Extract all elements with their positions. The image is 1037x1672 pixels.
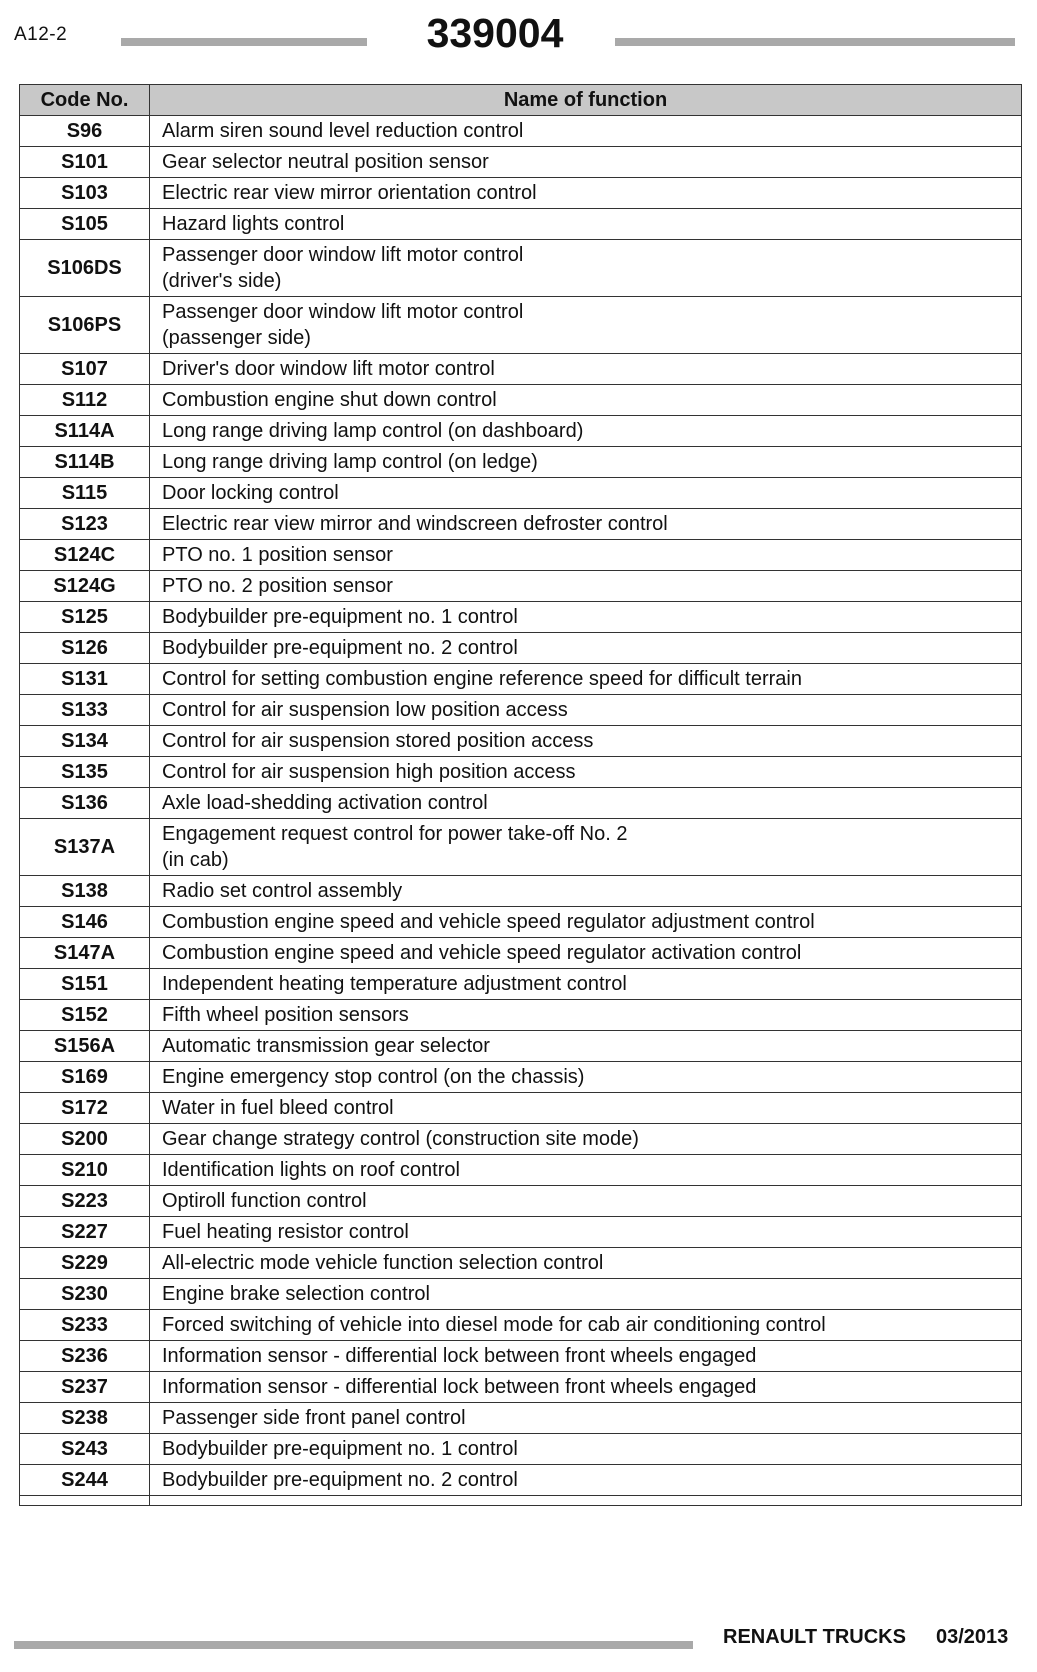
code-cell: S146 (20, 907, 150, 938)
code-cell: S172 (20, 1093, 150, 1124)
function-name-cell (150, 540, 1022, 571)
table-row (20, 907, 1022, 938)
function-name-cell (150, 147, 1022, 178)
code-cell: S124G (20, 571, 150, 602)
function-name-cell (150, 969, 1022, 1000)
code-cell: S106PS (20, 297, 150, 354)
function-name-cell (150, 819, 1022, 876)
table-row (20, 1434, 1022, 1465)
function-name-cell (150, 509, 1022, 540)
function-name: Alarm siren sound level reduction control (162, 119, 524, 142)
table-row (20, 1062, 1022, 1093)
function-name-cell (150, 1093, 1022, 1124)
table-row (20, 788, 1022, 819)
function-name: Combustion engine speed and vehicle speed regulator adjustment control (162, 910, 815, 933)
function-name: Control for setting combustion engine reference speed for difficult terrain (162, 667, 802, 690)
table-row (20, 209, 1022, 240)
function-name-cell (150, 664, 1022, 695)
code-cell: S124C (20, 540, 150, 571)
function-name-cell (150, 1403, 1022, 1434)
empty-cell (20, 1496, 150, 1506)
function-name: Electric rear view mirror and windscreen defroster control (162, 512, 668, 535)
function-name-cell (150, 297, 1022, 354)
code-cell: S210 (20, 1155, 150, 1186)
code-cell: S229 (20, 1248, 150, 1279)
function-name-cell (150, 1434, 1022, 1465)
table-row (20, 1465, 1022, 1496)
table-row (20, 416, 1022, 447)
function-name: Radio set control assembly (162, 879, 403, 902)
table-row (20, 447, 1022, 478)
function-name: Hazard lights control (162, 212, 345, 235)
function-name: Passenger side front panel control (162, 1406, 466, 1429)
function-name: Bodybuilder pre-equipment no. 1 control (162, 1437, 518, 1460)
code-cell: S107 (20, 354, 150, 385)
function-name-continued: (passenger side) (162, 327, 311, 349)
function-name: Bodybuilder pre-equipment no. 1 control (162, 605, 518, 628)
code-cell: S134 (20, 726, 150, 757)
function-name-cell (150, 1000, 1022, 1031)
code-cell: S138 (20, 876, 150, 907)
code-cell: S101 (20, 147, 150, 178)
function-name: Engagement request control for power take-off No. 2 (162, 823, 628, 845)
code-cell: S136 (20, 788, 150, 819)
table-row (20, 938, 1022, 969)
function-name: Long range driving lamp control (on ledge) (162, 450, 538, 473)
code-cell: S230 (20, 1279, 150, 1310)
code-cell: S96 (20, 116, 150, 147)
footer-brand: RENAULT TRUCKS (723, 1626, 906, 1648)
function-name-cell (150, 726, 1022, 757)
function-name: Information sensor - differential lock between front wheels engaged (162, 1375, 757, 1398)
function-name: Fuel heating resistor control (162, 1220, 409, 1243)
function-name: Combustion engine speed and vehicle speed regulator activation control (162, 941, 802, 964)
table-row (20, 354, 1022, 385)
function-name-cell (150, 1217, 1022, 1248)
function-name-cell (150, 757, 1022, 788)
function-name: Passenger door window lift motor control (162, 244, 524, 266)
function-name-cell (150, 1186, 1022, 1217)
code-cell: S244 (20, 1465, 150, 1496)
code-cell: S114B (20, 447, 150, 478)
function-name: All-electric mode vehicle function selection control (162, 1251, 604, 1274)
function-name-cell (150, 1124, 1022, 1155)
table-row (20, 726, 1022, 757)
table-row (20, 1217, 1022, 1248)
function-name-cell (150, 385, 1022, 416)
function-name: Combustion engine shut down control (162, 388, 497, 411)
code-cell: S227 (20, 1217, 150, 1248)
table-row (20, 1093, 1022, 1124)
table-row (20, 540, 1022, 571)
table-row (20, 1341, 1022, 1372)
function-name: Water in fuel bleed control (162, 1096, 394, 1119)
table-row (20, 969, 1022, 1000)
function-name-cell (150, 695, 1022, 726)
code-cell: S147A (20, 938, 150, 969)
table-row (20, 297, 1022, 354)
function-name-cell (150, 1248, 1022, 1279)
function-name: Bodybuilder pre-equipment no. 2 control (162, 636, 518, 659)
code-cell: S126 (20, 633, 150, 664)
table-row (20, 695, 1022, 726)
table-row (20, 1031, 1022, 1062)
code-cell: S236 (20, 1341, 150, 1372)
table-row (20, 633, 1022, 664)
table-row (20, 147, 1022, 178)
function-name-cell (150, 876, 1022, 907)
table-row (20, 1279, 1022, 1310)
function-name: Forced switching of vehicle into diesel mode for cab air conditioning control (162, 1313, 826, 1336)
code-cell: S112 (20, 385, 150, 416)
function-name: Control for air suspension high position access (162, 760, 576, 783)
function-name: Long range driving lamp control (on dashboard) (162, 419, 584, 442)
footer-divider (14, 1641, 693, 1649)
code-cell: S137A (20, 819, 150, 876)
function-name-cell (150, 116, 1022, 147)
function-name: Identification lights on roof control (162, 1158, 460, 1181)
code-cell: S237 (20, 1372, 150, 1403)
table-row (20, 757, 1022, 788)
table-row (20, 116, 1022, 147)
table-row (20, 1310, 1022, 1341)
function-name-cell (150, 478, 1022, 509)
code-cell: S133 (20, 695, 150, 726)
function-name: Driver's door window lift motor control (162, 357, 495, 380)
page-code: A12-2 (14, 24, 68, 45)
function-name: Bodybuilder pre-equipment no. 2 control (162, 1468, 518, 1491)
code-cell: S125 (20, 602, 150, 633)
code-cell: S169 (20, 1062, 150, 1093)
table-header-row (20, 85, 1022, 116)
function-name-continued: (driver's side) (162, 270, 282, 292)
column-header-code: Code No. (20, 85, 150, 116)
code-cell: S151 (20, 969, 150, 1000)
code-cell: S243 (20, 1434, 150, 1465)
function-name-cell (150, 1341, 1022, 1372)
function-name-cell (150, 633, 1022, 664)
table-row (20, 876, 1022, 907)
table-row (20, 240, 1022, 297)
function-name: Gear change strategy control (construction site mode) (162, 1127, 639, 1150)
code-cell: S103 (20, 178, 150, 209)
table-row (20, 1155, 1022, 1186)
code-cell: S114A (20, 416, 150, 447)
empty-cell (150, 1496, 1022, 1506)
code-cell: S115 (20, 478, 150, 509)
function-name: Fifth wheel position sensors (162, 1003, 409, 1026)
table-row (20, 571, 1022, 602)
function-name-cell (150, 1031, 1022, 1062)
function-name: Independent heating temperature adjustment control (162, 972, 627, 995)
table-row (20, 1403, 1022, 1434)
function-name: Door locking control (162, 481, 339, 504)
column-header-name: Name of function (150, 85, 1022, 116)
function-name-cell (150, 938, 1022, 969)
code-cell: S123 (20, 509, 150, 540)
table-row (20, 1186, 1022, 1217)
table-row (20, 602, 1022, 633)
code-cell: S106DS (20, 240, 150, 297)
code-cell: S152 (20, 1000, 150, 1031)
function-name-cell (150, 447, 1022, 478)
table-row (20, 819, 1022, 876)
function-name-cell (150, 788, 1022, 819)
table-body (20, 116, 1022, 1506)
document-number: 339004 (426, 10, 564, 56)
function-name: Information sensor - differential lock between front wheels engaged (162, 1344, 757, 1367)
function-name: Control for air suspension stored position access (162, 729, 594, 752)
table-row (20, 664, 1022, 695)
function-name-cell (150, 1372, 1022, 1403)
function-name-cell (150, 1279, 1022, 1310)
header-divider-left (121, 38, 367, 46)
function-name: Optiroll function control (162, 1189, 367, 1212)
function-name: Engine brake selection control (162, 1282, 430, 1305)
table-end-row (20, 1496, 1022, 1506)
function-code-table (19, 84, 1022, 1506)
function-name-cell (150, 571, 1022, 602)
function-name-continued: (in cab) (162, 849, 229, 871)
function-name-cell (150, 1062, 1022, 1093)
function-name-cell (150, 209, 1022, 240)
function-name: Passenger door window lift motor control (162, 301, 524, 323)
footer-date: 03/2013 (936, 1626, 1009, 1648)
function-name: Axle load-shedding activation control (162, 791, 488, 814)
header-divider-right (615, 38, 1015, 46)
table-row (20, 1248, 1022, 1279)
function-name: PTO no. 2 position sensor (162, 574, 393, 597)
function-name: Automatic transmission gear selector (162, 1034, 490, 1057)
function-name-cell (150, 416, 1022, 447)
table-row (20, 178, 1022, 209)
function-name-cell (150, 602, 1022, 633)
function-name-cell (150, 1465, 1022, 1496)
table-row (20, 1372, 1022, 1403)
function-name-cell (150, 178, 1022, 209)
code-cell: S135 (20, 757, 150, 788)
table-row (20, 1124, 1022, 1155)
function-name: Gear selector neutral position sensor (162, 150, 489, 173)
function-name-cell (150, 907, 1022, 938)
code-cell: S156A (20, 1031, 150, 1062)
code-cell: S238 (20, 1403, 150, 1434)
table-row (20, 385, 1022, 416)
function-name-cell (150, 354, 1022, 385)
function-name: Control for air suspension low position access (162, 698, 568, 721)
function-name-cell (150, 1310, 1022, 1341)
table-row (20, 478, 1022, 509)
code-cell: S131 (20, 664, 150, 695)
function-name-cell (150, 1155, 1022, 1186)
function-name: Engine emergency stop control (on the chassis) (162, 1065, 585, 1088)
code-cell: S223 (20, 1186, 150, 1217)
function-name: PTO no. 1 position sensor (162, 543, 393, 566)
table-row (20, 1000, 1022, 1031)
function-name: Electric rear view mirror orientation control (162, 181, 537, 204)
code-cell: S105 (20, 209, 150, 240)
function-name-cell (150, 240, 1022, 297)
table-row (20, 509, 1022, 540)
code-cell: S233 (20, 1310, 150, 1341)
code-cell: S200 (20, 1124, 150, 1155)
